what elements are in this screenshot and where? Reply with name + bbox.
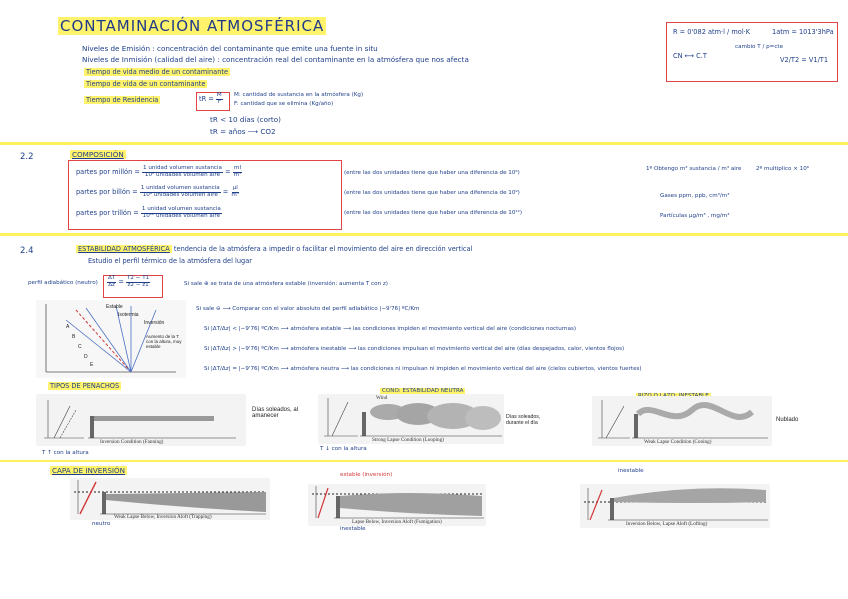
residence-formula: tR = $\frac{M}{F}$ <box>199 92 222 105</box>
step-2: 2º multiplico × 10⁶ <box>756 166 810 172</box>
condition-estable: Si |ΔT/Δz| < |−9'76| ºC/Km ⟶ atmósfera estable ⟶ las condiciones impiden el movimiento vertical del aire (condiciones nocturnas) <box>204 326 577 332</box>
section-2-2-number: 2.2 <box>20 152 34 162</box>
separator-1 <box>0 142 848 145</box>
condition-inestable: Si |ΔT/Δz| > |−9'76| ºC/Km ⟶ atmósfera inestable ⟶ las condiciones impulsan el movimiento vertical del aire (días despejados, calor, vientos flojos) <box>204 346 625 352</box>
ppm-note: (entre las dos unidades tiene que haber una diferencia de 10⁶) <box>344 170 520 176</box>
plume-panel-coning <box>318 394 504 444</box>
diag-inversion-label: Inversión <box>144 320 165 326</box>
inmision-line: Niveles de Inmisión (calidad del aire) : concentración real del contaminante en la atmósfera que nos afecta <box>82 55 469 64</box>
composicion-title: COMPOSICIÓN <box>72 150 124 159</box>
gases-units: Gases ppm, ppb, cm³/m³ <box>660 193 730 199</box>
coning-caption: Strong Lapse Condition (Looping) <box>372 437 444 443</box>
diag-estable-label: Estable <box>106 304 123 310</box>
fanning-caption: Inversion Condition (Fanning) <box>100 439 164 445</box>
lofting-caption: Inversion Below, Lapse Aloft (Lofting) <box>626 521 708 527</box>
gradient-formula: $\frac{\Delta T}{\Delta z}$ = $\frac{T2 - T1}{z2 - z1}$ <box>108 275 150 288</box>
rizo-note: Nublado <box>776 417 799 423</box>
m-definition: M: cantidad de sustancia en la atmósfera (Kg) <box>234 92 364 98</box>
diag-letter-b: B <box>72 334 76 340</box>
ppb-note: (entre las dos unidades tiene que haber una diferencia de 10⁹) <box>344 190 520 196</box>
r-constant: R = 0'082 atm·l / mol·K <box>673 28 751 36</box>
section-2-4-number: 2.4 <box>20 246 34 256</box>
looping-caption: Weak Lapse Condition (Coning) <box>644 439 712 445</box>
tr-corto: tR < 10 días (corto) <box>210 115 281 124</box>
penachos-title: TIPOS DE PENACHOS <box>50 382 120 390</box>
particulas-units: Partículas µg/m³ , mg/m³ <box>660 213 730 219</box>
cn-ct: CN ⟷ C.T <box>673 52 707 60</box>
diag-letter-c: C <box>78 344 82 350</box>
step-1: 1º Obtengo m³ sustancia / m³ aire <box>646 166 742 172</box>
estable-label: estable (inversión) <box>340 472 393 478</box>
condition-neutra: Si |ΔT/Δz| = |−9'76| ºC/Km ⟶ atmósfera neutra ⟶ las condiciones ni impulsan ni impiden el movimiento vertical del aire (cielos cubiertos, vientos fuertes) <box>204 366 642 372</box>
ppb-row: partes por billón = $\frac{\text{1 unidad volumen sustancia}}{\text{10⁹ unidades volumen aire}}$ = $\frac{\text{µl}}{\text{m³}}$ <box>76 185 240 198</box>
inversion-panel-trapping <box>70 478 270 520</box>
residencia-line: Tiempo de Residencia <box>86 96 159 104</box>
estabilidad-heading: ESTABILIDAD ATMOSFÉRICA tendencia de la atmósfera a impedir o facilitar el movimiento del aire en dirección vertical <box>78 245 473 253</box>
neutro-label: neutro <box>92 521 111 527</box>
plume-panel-looping <box>592 396 772 446</box>
page-title: CONTAMINACIÓN ATMOSFÉRICA <box>60 17 325 35</box>
volume-ratio: V2/T2 = V1/T1 <box>780 56 829 64</box>
separator-3 <box>0 460 848 462</box>
cambio-t: cambio T / p=cte <box>735 44 784 50</box>
wind-label: Wind <box>376 395 388 401</box>
diag-isotermia-label: Isotermia <box>118 312 139 318</box>
diag-letter-e: E <box>90 362 94 368</box>
perfil-line: Estudio el perfil térmico de la atmósfera del lugar <box>88 257 252 265</box>
inversion-panel-lofting <box>580 484 770 528</box>
fumigation-caption: Lapse Below, Inversion Aloft (Fumigation) <box>352 519 442 525</box>
inversion-panel-fumigation <box>308 484 486 526</box>
negative-case: Si sale ⊖ ⟶ Comparar con el valor absoluto del perfil adiabático |−9'76| ºC/Km <box>196 306 420 312</box>
trapping-caption: Weak Lapse Below, Inversion Aloft (Trapping) <box>114 514 212 520</box>
positive-case: Si sale ⊕ se trata de una atmósfera estable (inversión: aumenta T con z) <box>184 281 388 287</box>
plume-panel-fanning <box>36 394 246 446</box>
t-increase: T ↑ con la altura <box>42 450 89 456</box>
inestable-label-2: inestable <box>618 468 644 474</box>
ppt-note: (entre las dos unidades tiene que haber una diferencia de 10¹²) <box>344 210 523 216</box>
emision-line: Niveles de Emisión : concentración del contaminante que emite una fuente in situ <box>82 44 378 53</box>
tr-largo: tR = años ⟶ CO2 <box>210 127 276 136</box>
vida-media-line: Tiempo de vida medio de un contaminante <box>86 68 229 76</box>
cono-title: CONO: ESTABILIDAD NEUTRA <box>382 388 464 394</box>
inversion-title: CAPA DE INVERSIÓN <box>52 466 126 475</box>
cinta-note: Días soleados, al amanecer <box>252 407 299 419</box>
diag-letter-a: A <box>66 324 70 330</box>
t-decrease: T ↓ con la altura <box>320 446 367 452</box>
ppm-row: partes por millón = $\frac{\text{1 unidad volumen sustancia}}{\text{10⁶ unidades volumen aire}}$ = $\frac{ml}{\text{m³}}$ <box>76 165 242 178</box>
perfil-adiabatico-label: perfil adiabático (neutro) <box>28 280 98 286</box>
inestable-label-1: inestable <box>340 526 366 532</box>
vida-line: Tiempo de vida de un contaminante <box>86 80 206 88</box>
diag-note: Aumento de la T con la altura, muy estable <box>146 334 182 349</box>
diag-letter-d: D <box>84 354 88 360</box>
separator-2 <box>0 233 848 236</box>
ppt-row: partes por trillón = $\frac{\text{1 unidad volumen sustancia}}{\text{10¹² unidades volumen aire}}$ <box>76 206 221 219</box>
atm-constant: 1atm = 1013'3hPa <box>772 28 834 36</box>
f-definition: F: cantidad que se elimina (Kg/año) <box>234 101 334 107</box>
stability-diagram <box>36 300 186 378</box>
cono-note: Días soleados, durante el día <box>506 414 541 426</box>
